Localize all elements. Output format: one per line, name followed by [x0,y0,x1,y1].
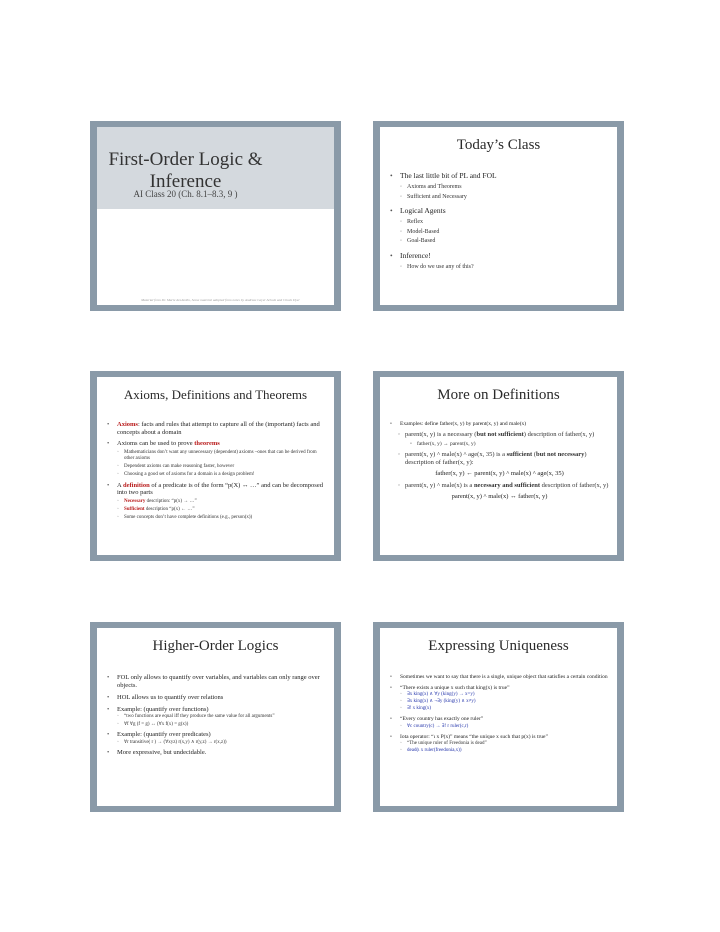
slide-4-definitions [373,371,624,561]
slide-3-axioms [90,371,341,561]
bold-text: but not sufficient [476,431,524,438]
slide-body [390,171,609,273]
sub-bullet: ◦ Reflex [400,219,609,227]
bullet-text: ( [532,451,537,458]
sub-bullet: ◦ ∃! x king(x) [400,706,609,712]
sub-bullet: ◦ “The unique ruler of Freedonia is dead” [400,741,609,747]
slide-body [390,421,609,505]
title-banner [97,127,334,209]
keyword: theorems [194,440,220,447]
bullet-text: parent(x, y) is a necessary ( [405,431,477,438]
title-line-1: First-Order Logic & [108,149,263,170]
formula: parent(x, y) ^ male(x) ↔ father(x, y) [451,493,548,500]
bullet: • Logical Agents [390,206,609,215]
bullet: • The last little bit of PL and FOL [390,171,609,180]
bullet: • Inference! [390,251,609,260]
sub-bullet: ◦ Some concepts don’t have complete definitions (e.g., person(x)) [117,515,326,521]
sub-bullet: ◦ Sufficient and Necessary [400,194,609,202]
keyword: Sufficient [124,506,145,512]
bullet [107,440,326,448]
sub-bullet: ◦ Axioms and Theorems [400,184,609,192]
slide-6-uniqueness [373,622,624,812]
bullet: • “Every country has exactly one ruler” [390,716,609,723]
sub-bullet: ◦ Model-Based [400,229,609,237]
bullet-text: description “p(x) ← …” [144,506,195,512]
sub-bullet: ◦ ∀r transitive( r ) → (∀xyz) r(x,y) ∧ r(y,z) → r(x,z)) [117,740,326,746]
formula: father(x, y) ← parent(x, y) ^ male(x) ^ age(x, 35) [435,470,564,477]
bullet-text: ) description of father(x, y) [523,431,595,438]
bullet-text: parent(x, y) ^ male(x) ^ age(x, 35) is a [405,451,507,458]
presentation-subtitle: AI Class 20 (Ch. 8.1–8.3, 9 ) [133,189,238,199]
slide-2-content [380,127,617,305]
sub-bullet: ◦ dead(ι x ruler(freedonia,x)) [400,748,609,754]
title-line-2: Inference [149,171,222,192]
bold-text: necessary and sufficient [473,482,541,489]
sub-bullet: ◦ Goal-Based [400,238,609,246]
bold-text: sufficient [506,451,533,458]
slide-6-content [380,628,617,806]
bold-text: but not necessary [536,451,585,458]
slide-title: Axioms, Definitions and Theorems [123,387,308,402]
sub-sub-bullet: • father(x, y) → parent(x, y) [410,441,609,448]
slide-body [107,674,326,760]
bullet: • More expressive, but undecidable. [107,749,326,757]
slide-title: More on Definitions [437,387,560,403]
bullet: • Example: (quantify over functions) [107,706,326,714]
bullet-text: description of father(x, y) [540,482,609,489]
slide-title: Expressing Uniqueness [428,638,569,654]
bullet: • Examples: define father(x, y) by parent(x, y) and male(x) [390,421,609,428]
bullet-text: Axioms can be used to prove [117,440,195,447]
slide-4-content [380,377,617,555]
bullet-text: : facts and rules that attempt to capture all of the (important) facts and concepts about a domain [117,421,320,436]
sub-bullet [398,482,609,490]
bullet-text: ) description of father(x, y): [405,451,587,466]
sub-bullet [398,431,609,439]
bullet: • HOL allows us to quantify over relations [107,694,326,702]
keyword: Necessary [124,498,146,504]
slide-1-content [97,127,334,305]
sub-bullet [117,507,326,513]
sub-bullet: ◦ ∃x king(x) ∧ ¬∃y (king(y) ∧ x≠y) [400,699,609,705]
slide-5-content [97,628,334,806]
bullet: • Example: (quantify over predicates) [107,731,326,739]
slide-5-higher-order [90,622,341,812]
bullet-text: A [117,481,123,489]
slide-title: Today’s Class [456,137,541,153]
bullet-text: description: “p(x) → …” [145,498,197,504]
slide-body [390,674,609,756]
credit-note: Material from Dr. Marie desJardin, Some material adopted from notes by Andreas Geyer-Schulz and Chuck Dyer [141,298,300,302]
slide-1-title [90,121,341,311]
bullet [107,421,326,436]
bullet: • Sometimes we want to say that there is a single, unique object that satisfies a certain condition [390,674,609,681]
sub-bullet: ◦ Dependent axioms can make reasoning faster, however [117,464,326,470]
sub-bullet [117,499,326,505]
presentation-title [97,149,274,193]
slide-body [107,421,326,523]
sub-bullet [398,451,609,467]
sub-bullet: ◦ Mathematicians don’t want any unnecessary (dependent) axioms –ones that can be derived from other axioms [117,450,326,462]
bullet-text: of a predicate is of the form “p(X) ↔ …” and can be decomposed into two parts [117,481,323,496]
bullet [107,482,326,497]
bullet: • “There exists a unique x such that king(x) is true” [390,685,609,692]
bullet: • Iota operator: “ι x P(x)” means “the unique x such that p(x) is true” [390,734,609,741]
slide-3-content [97,377,334,555]
bullet: • FOL only allows to quantify over variables, and variables can only range over objects. [107,674,326,689]
sub-bullet: ◦ ∃x king(x) ∧ ∀y (king(y) → x=y) [400,692,609,698]
keyword: definition [122,481,150,489]
sub-bullet: ◦ How do we use any of this? [400,264,609,272]
slide-2-todays-class [373,121,624,311]
sub-bullet: ◦ ∀c country(c) → ∃! r ruler(c,r) [400,724,609,730]
bullet-text: parent(x, y) ^ male(x) is a [405,482,474,489]
sub-bullet: ◦ “two functions are equal iff they produce the same value for all arguments” [117,714,326,720]
slide-title: Higher-Order Logics [152,638,279,654]
sub-bullet: ◦ ∀f ∀g (f = g) ↔ (∀x f(x) = g(x)) [117,722,326,728]
sub-bullet: ◦ Choosing a good set of axioms for a domain is a design problem! [117,472,326,478]
keyword: Axioms [117,421,138,428]
